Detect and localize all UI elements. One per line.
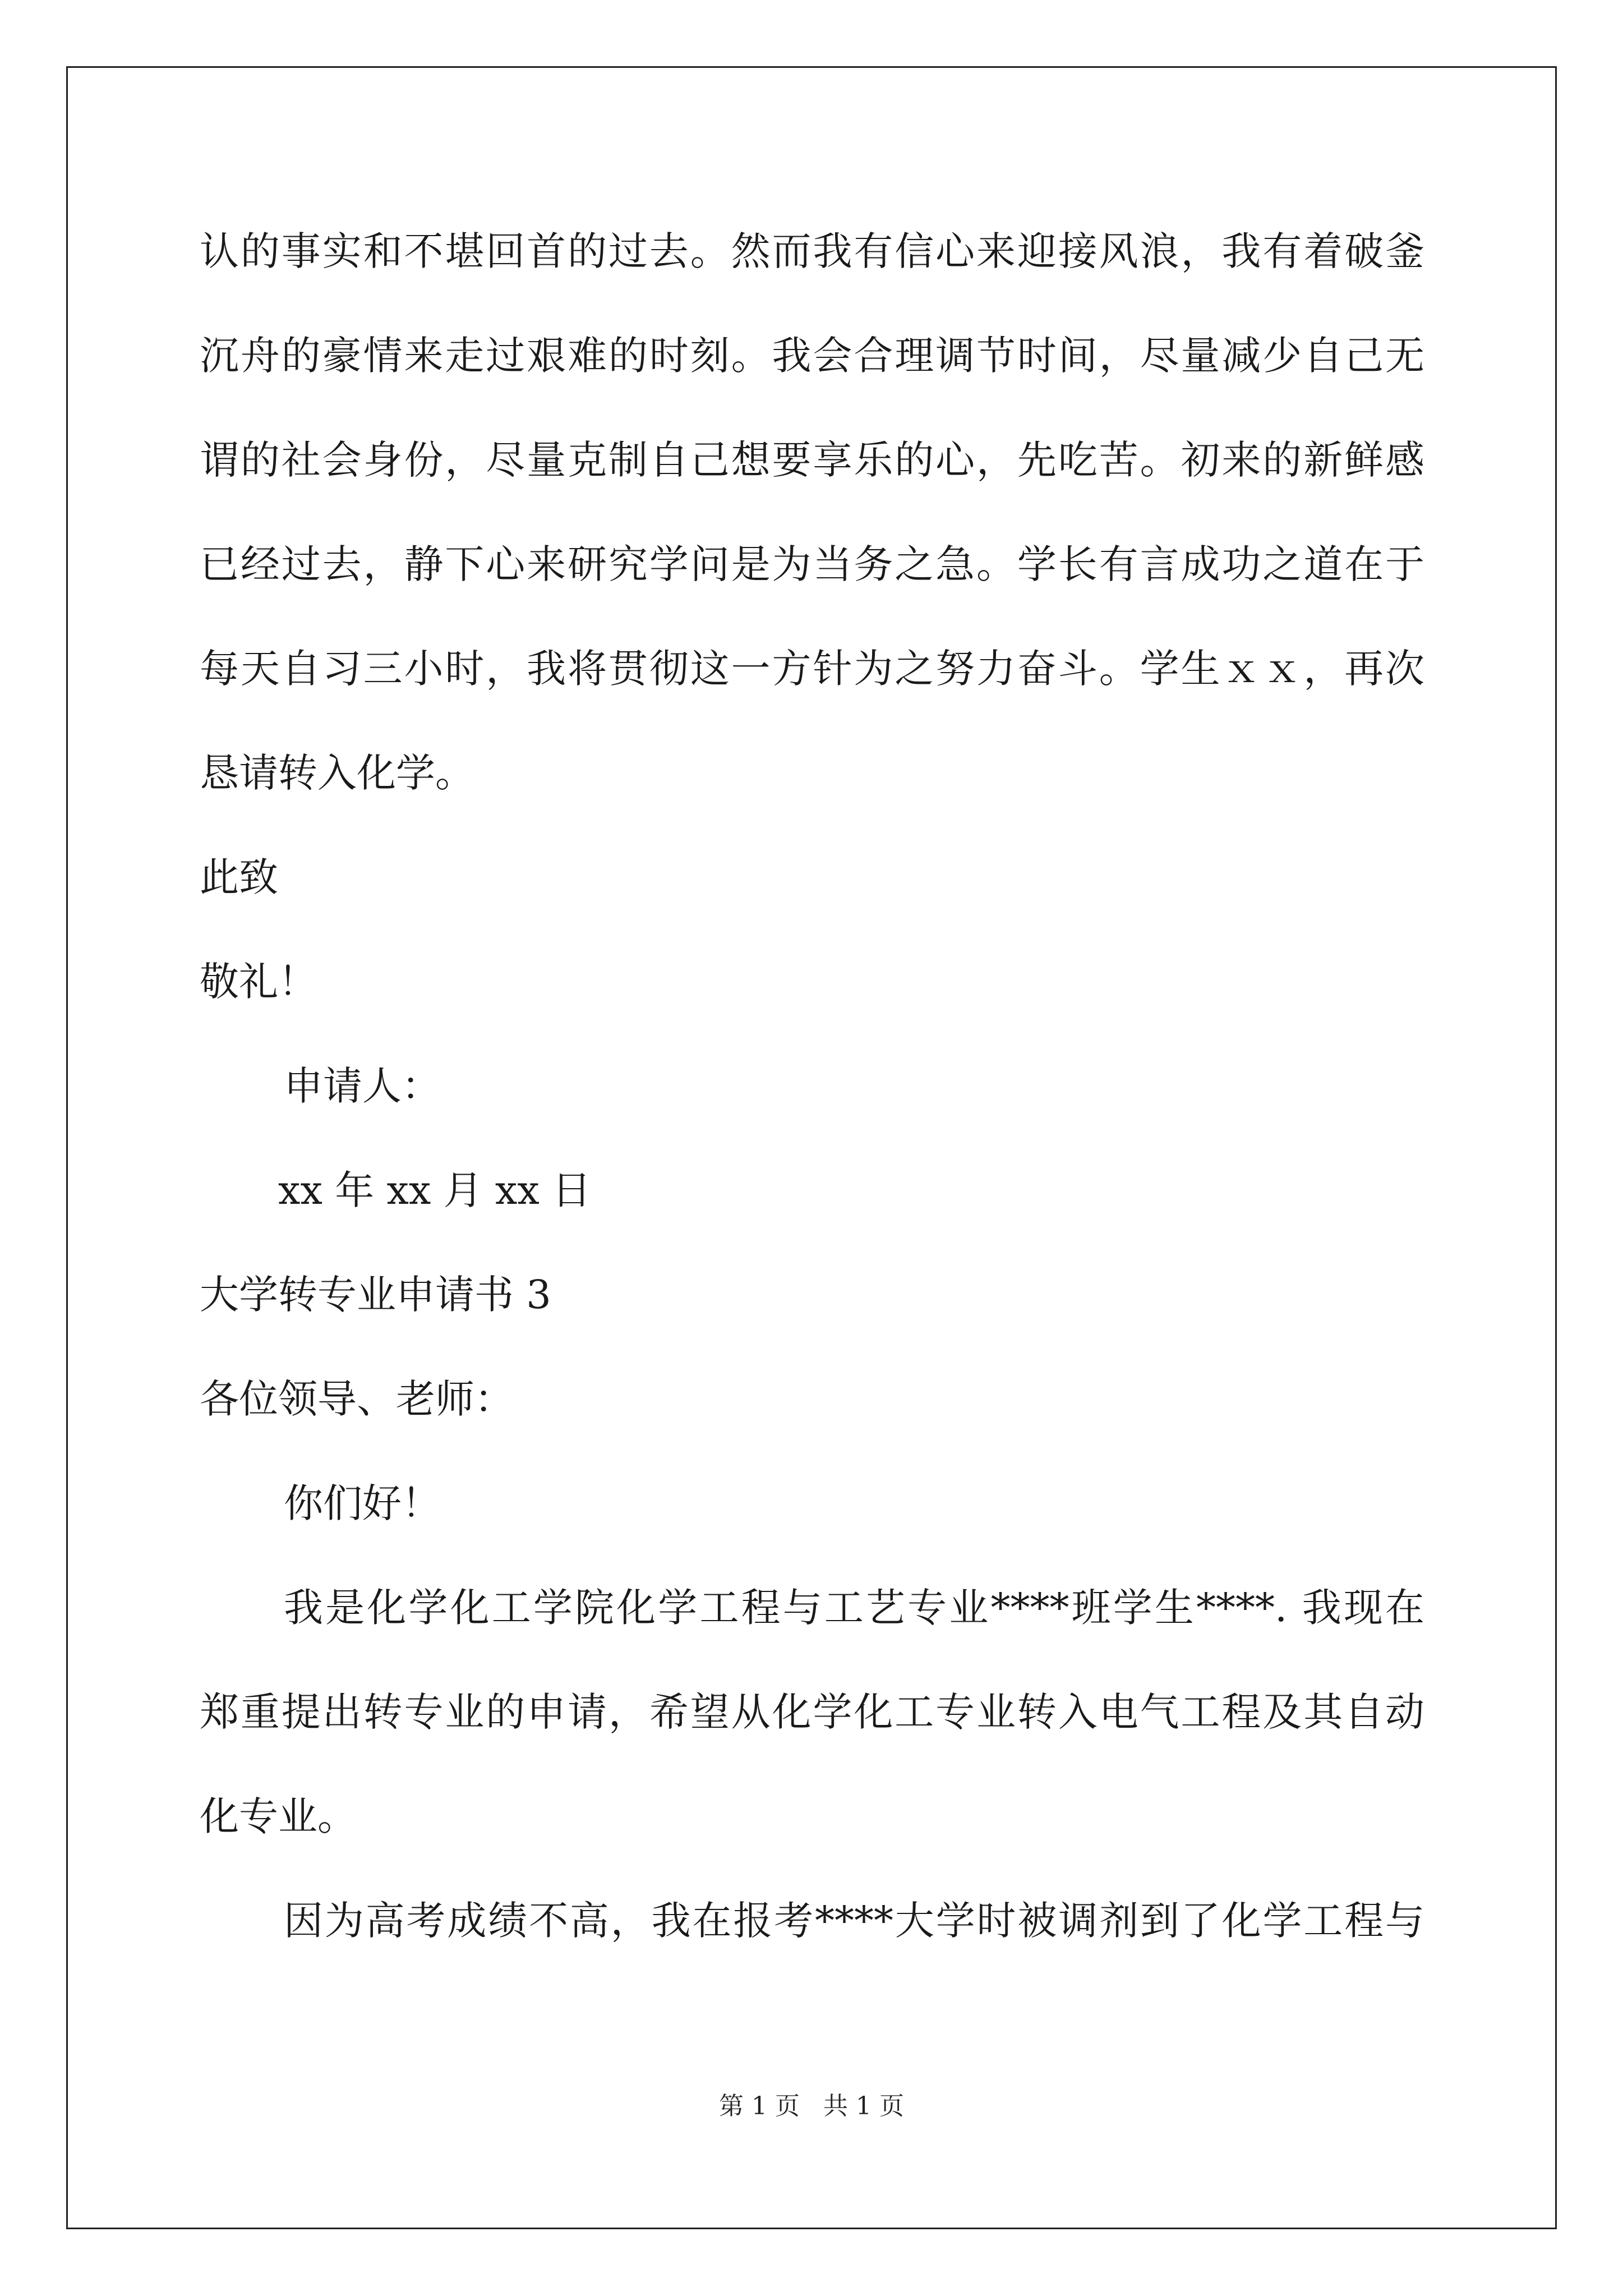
paragraph-line: 我是化学化工学院化学工程与工艺专业****班学生****. 我现在 bbox=[284, 1585, 1424, 1631]
paragraph-line: 认的事实和不堪回首的过去。然而我有信心来迎接风浪，我有着破釜 bbox=[200, 228, 1424, 274]
paragraph-line: 已经过去，静下心来研究学问是为当务之急。学长有言成功之道在于 bbox=[200, 541, 1424, 587]
date-line: xx 年 xx 月 xx 日 bbox=[278, 1167, 592, 1213]
salute-text: 敬礼！ bbox=[200, 959, 317, 1005]
paragraph-line: 恳请转入化学。 bbox=[200, 750, 474, 796]
document-body bbox=[200, 199, 1424, 1973]
section-title: 大学转专业申请书 3 bbox=[200, 1272, 551, 1318]
paragraph-line: 谓的社会身份，尽量克制自己想要享乐的心，先吃苦。初来的新鲜感 bbox=[200, 437, 1424, 483]
page-number: 第 1 页 bbox=[719, 2092, 800, 2120]
paragraph-line: 沉舟的豪情来走过艰难的时刻。我会合理调节时间，尽量减少自己无 bbox=[200, 333, 1424, 379]
paragraph-line: 化专业。 bbox=[200, 1793, 357, 1839]
greeting-text: 各位领导、老师： bbox=[200, 1376, 514, 1422]
page-total: 共 1 页 bbox=[823, 2092, 904, 2120]
applicant-label: 申请人： bbox=[284, 1063, 441, 1109]
paragraph-line: 郑重提出转专业的申请，希望从化学化工专业转入电气工程及其自动 bbox=[200, 1689, 1424, 1735]
page-footer bbox=[0, 2090, 1623, 2123]
paragraph-line: 因为高考成绩不高，我在报考****大学时被调剂到了化学工程与 bbox=[284, 1898, 1424, 1944]
paragraph-line: 每天自习三小时，我将贯彻这一方针为之努力奋斗。学生ｘｘ，再次 bbox=[200, 646, 1424, 692]
hello-text: 你们好！ bbox=[284, 1480, 441, 1526]
closing-text: 此致 bbox=[200, 854, 278, 900]
